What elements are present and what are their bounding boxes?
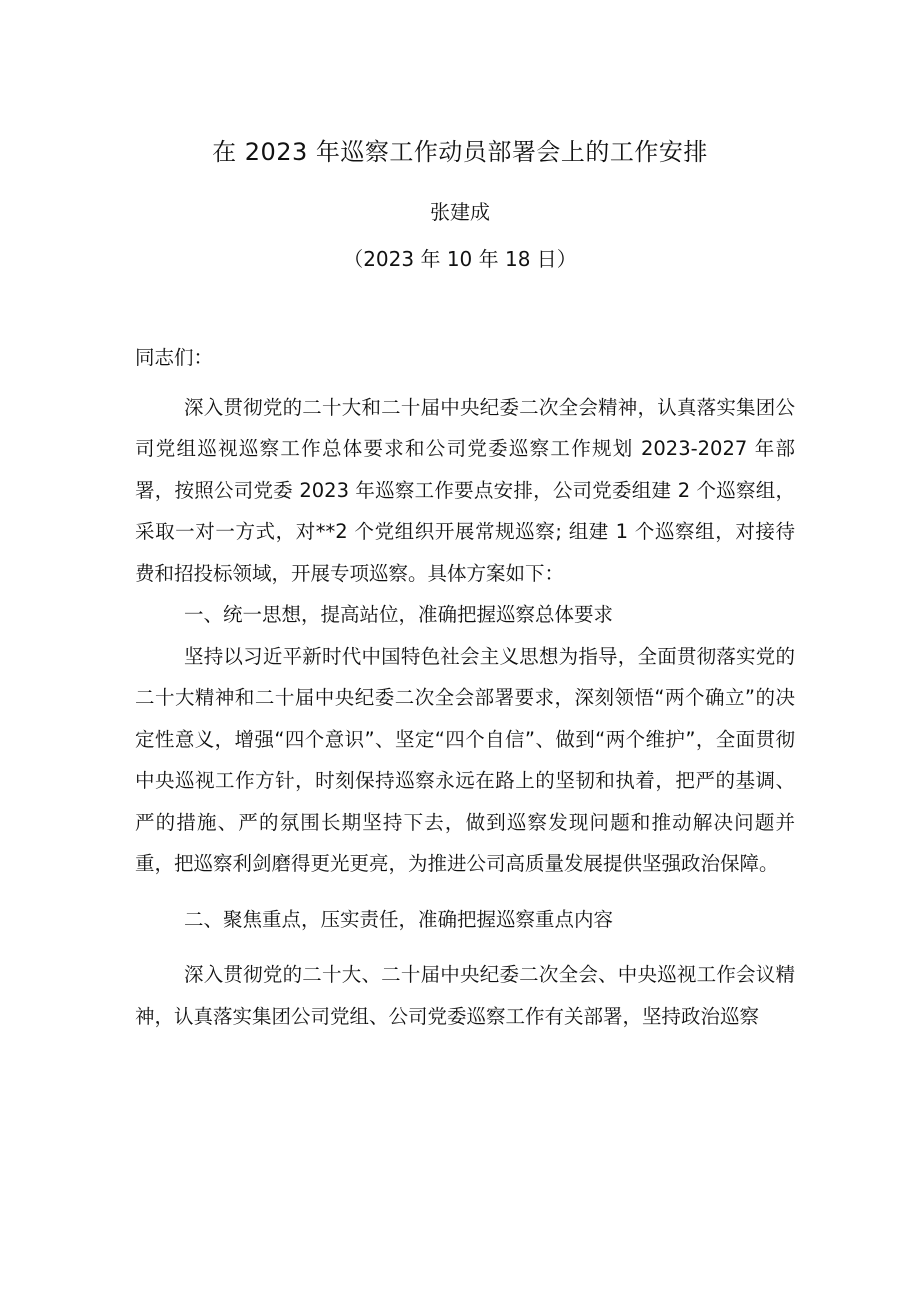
section-heading-2: 二、聚焦重点，压实责任，准确把握巡察重点内容	[184, 907, 614, 931]
paragraph-section-2: 深入贯彻党的二十大、二十届中央纪委二次全会、中央巡视工作会议精神，认真落实集团公司党组、公司党委巡察工作有关部署，坚持政治巡察	[135, 963, 795, 1028]
paragraph-intro: 深入贯彻党的二十大和二十届中央纪委二次全会精神，认真落实集团公司党组巡视巡察工作总体要求和公司党委巡察工作规划 2023-2027 年部署，按照公司党委 2023 年巡察工作要点安排，公司党委组建 2 个巡察组，采取一对一方式，对**2 个党组织开展常规巡察; 组建 1 个巡察组，对接待费和招投标领域，开展专项巡察。具体方案如下：	[135, 395, 795, 585]
paragraph-section-1: 坚持以习近平新时代中国特色社会主义思想为指导，全面贯彻落实党的二十大精神和二十届中央纪委二次全会部署要求，深刻领悟“两个确立”的决定性意义，增强“四个意识”、坚定“四个自信”、做到“两个维护”，全面贯彻中央巡视工作方针，时刻保持巡察永远在路上的坚韧和执着，把严的基调、严的措施、严的氛围长期坚持下去，做到巡察发现问题和推动解决问题并重，把巡察利剑磨得更光更亮，为推进公司高质量发展提供坚强政治保障。	[135, 644, 795, 875]
document-author: 张建成	[430, 200, 490, 224]
section-heading-1: 一、统一思想，提高站位，准确把握巡察总体要求	[184, 603, 614, 626]
document-title: 在 2023 年巡察工作动员部署会上的工作安排	[212, 138, 708, 166]
document-body	[135, 337, 795, 1037]
document-date: （2023 年 10 年 18 日）	[343, 247, 577, 271]
greeting: 同志们：	[135, 346, 214, 369]
